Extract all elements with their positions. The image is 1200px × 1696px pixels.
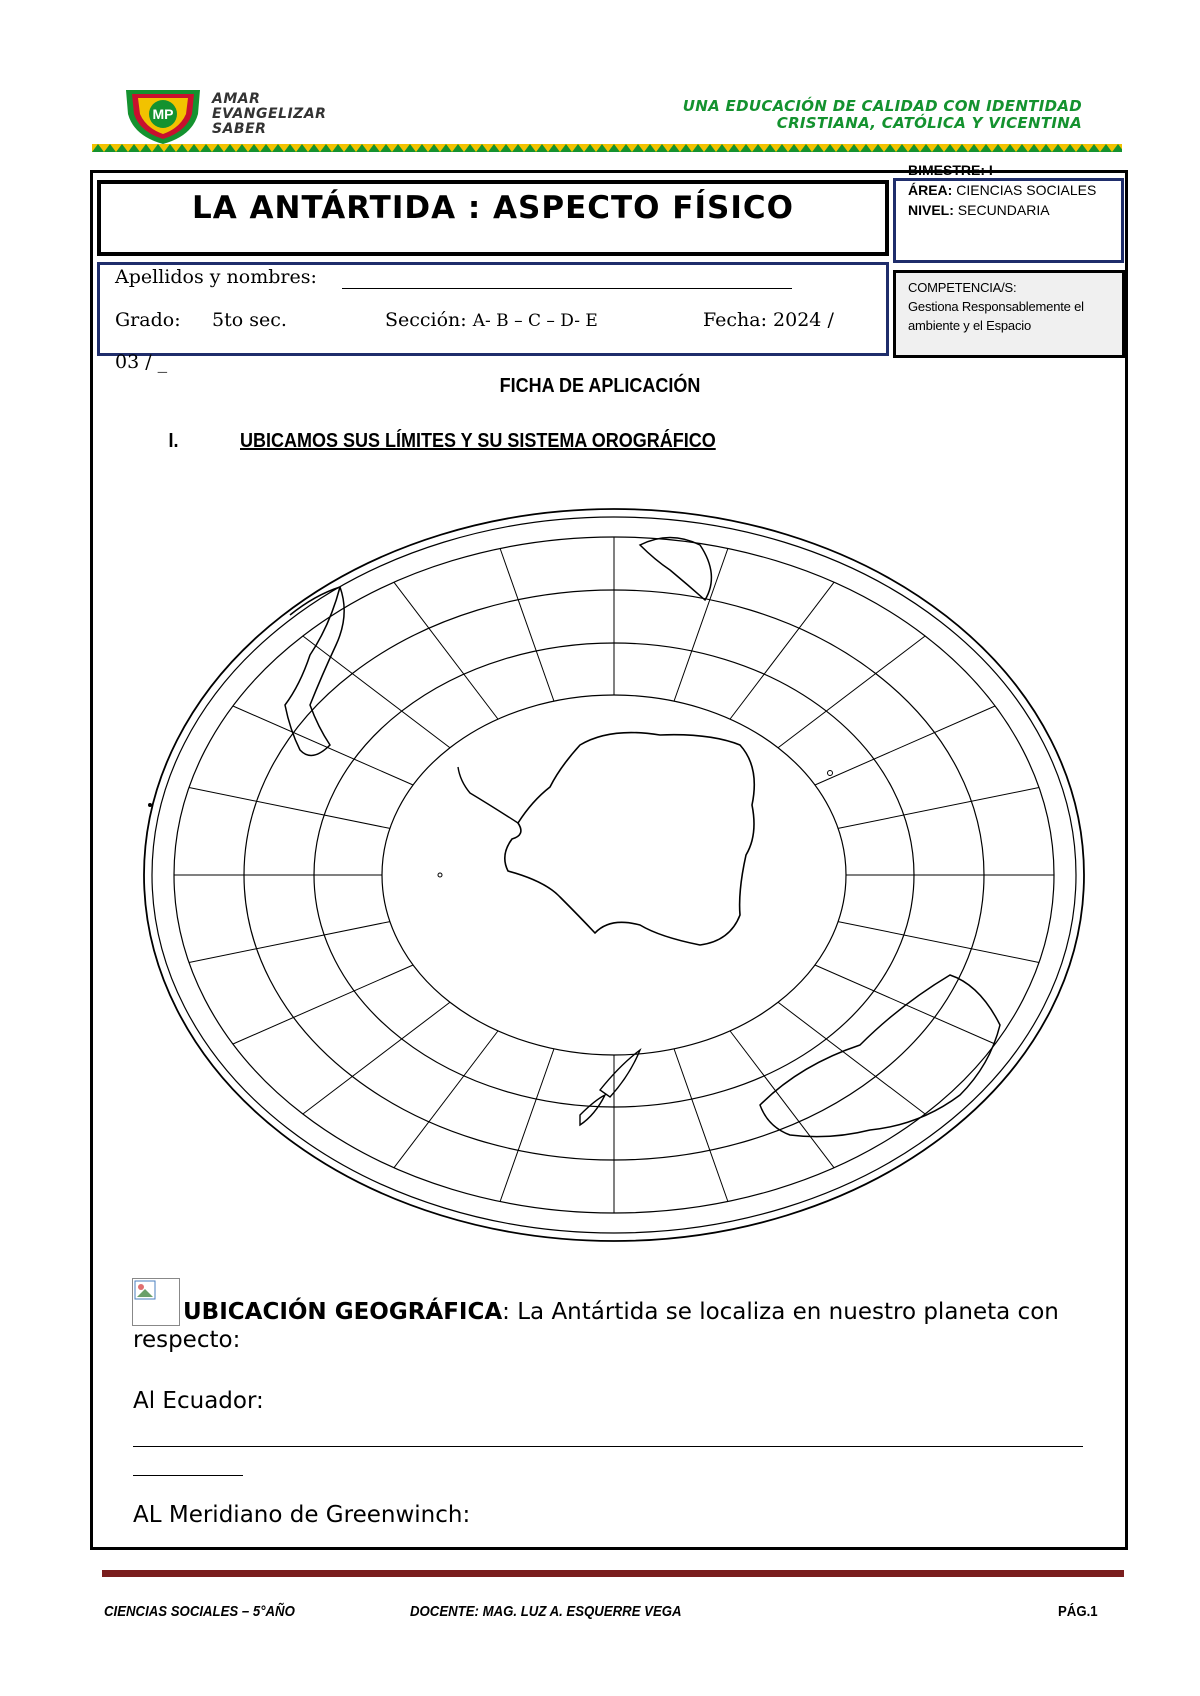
- greenwich-label: AL Meridiano de Greenwinch:: [133, 1502, 471, 1528]
- grado-label: Grado:: [115, 309, 181, 331]
- meridian-line: [838, 922, 1039, 963]
- meridian-line: [815, 706, 995, 785]
- meridian-line: [233, 965, 413, 1044]
- ecuador-label: Al Ecuador:: [133, 1388, 264, 1414]
- ecuador-answer-line[interactable]: [133, 1446, 1083, 1447]
- school-logo: [122, 84, 204, 146]
- meridian-line: [394, 582, 498, 719]
- africa: [640, 538, 711, 601]
- apellidos-label: Apellidos y nombres:: [115, 266, 317, 288]
- meridian-line: [778, 636, 925, 748]
- ubicacion-paragraph: [133, 1298, 1093, 1354]
- apellidos-field[interactable]: [342, 288, 792, 289]
- section-number: I.: [168, 430, 179, 452]
- section-title: UBICAMOS SUS LÍMITES Y SU SISTEMA OROGRÁFICO: [240, 430, 716, 452]
- fecha: [703, 309, 834, 331]
- footer-teacher: DOCENTE: MAG. LUZ A. ESQUERRE VEGA: [410, 1603, 682, 1620]
- course-info: [908, 160, 1096, 220]
- meridian-line: [189, 788, 390, 829]
- meridian-line: [730, 1031, 834, 1168]
- footer-course: CIENCIAS SOCIALES – 5°AÑO: [104, 1603, 295, 1620]
- meridian-line: [500, 1049, 554, 1202]
- meridian-line: [674, 549, 728, 702]
- ubicacion-text: : La Antártida se localiza en nuestro planeta con respecto:: [133, 1299, 1059, 1353]
- nivel: NIVEL: SECUNDARIA: [908, 202, 1050, 218]
- south-america: [285, 587, 344, 755]
- seccion: [385, 309, 598, 331]
- ubicacion-heading: UBICACIÓN GEOGRÁFICA: [183, 1299, 503, 1325]
- meridian-line: [303, 636, 450, 748]
- meridian-line: [730, 582, 834, 719]
- school-slogan: [683, 98, 1082, 132]
- meridian-line: [189, 922, 390, 963]
- competencias-text: Gestiona Responsablemente el ambiente y el Espacio: [908, 299, 1084, 333]
- motto-line: EVANGELIZAR: [212, 106, 327, 122]
- fecha-continued: 03 / _: [115, 351, 168, 373]
- competencias: [908, 278, 1118, 335]
- footer-bar: [102, 1570, 1124, 1577]
- antarctica-map: [140, 505, 1088, 1245]
- page-number: PÁG.1: [1058, 1603, 1098, 1620]
- svg-text:MP: MP: [152, 106, 174, 122]
- motto-line: SABER: [212, 121, 267, 137]
- area-value: CIENCIAS SOCIALES: [956, 182, 1097, 198]
- seccion-value: A- B – C – D- E: [472, 311, 598, 331]
- area: ÁREA: CIENCIAS SOCIALES: [908, 182, 1097, 198]
- slogan-line-1: UNA EDUCACIÓN DE CALIDAD CON IDENTIDAD: [682, 97, 1082, 115]
- meridian-line: [674, 1049, 728, 1202]
- new-zealand: [580, 1050, 640, 1125]
- fecha-value: 2024 /: [773, 309, 834, 331]
- school-motto: [212, 92, 326, 137]
- bimestre: BIMESTRE: I: [908, 162, 993, 178]
- meridian-line: [778, 1002, 925, 1114]
- page-title: LA ANTÁRTIDA : ASPECTO FÍSICO: [191, 190, 794, 226]
- decorative-border: [92, 144, 1122, 152]
- meridian-line: [303, 1002, 450, 1114]
- meridian-line: [233, 706, 413, 785]
- grado-value: 5to sec.: [212, 309, 287, 331]
- antarctica-landmass: [505, 733, 754, 945]
- meridian-line: [394, 1031, 498, 1168]
- ecuador-answer-line-2[interactable]: [133, 1475, 243, 1476]
- fecha-label: Fecha:: [703, 309, 767, 331]
- slogan-line-2: CRISTIANA, CATÓLICA Y VICENTINA: [776, 114, 1082, 132]
- nivel-value: SECUNDARIA: [957, 202, 1050, 218]
- meridian-line: [838, 788, 1039, 829]
- meridian-line: [500, 549, 554, 702]
- meridian-line: [815, 965, 995, 1044]
- australia: [760, 975, 1000, 1137]
- seccion-label: Sección:: [385, 309, 467, 331]
- competencias-label: COMPETENCIA/S:: [908, 280, 1017, 295]
- motto-line: AMAR: [212, 91, 261, 107]
- ficha-heading: FICHA DE APLICACIÓN: [499, 375, 701, 397]
